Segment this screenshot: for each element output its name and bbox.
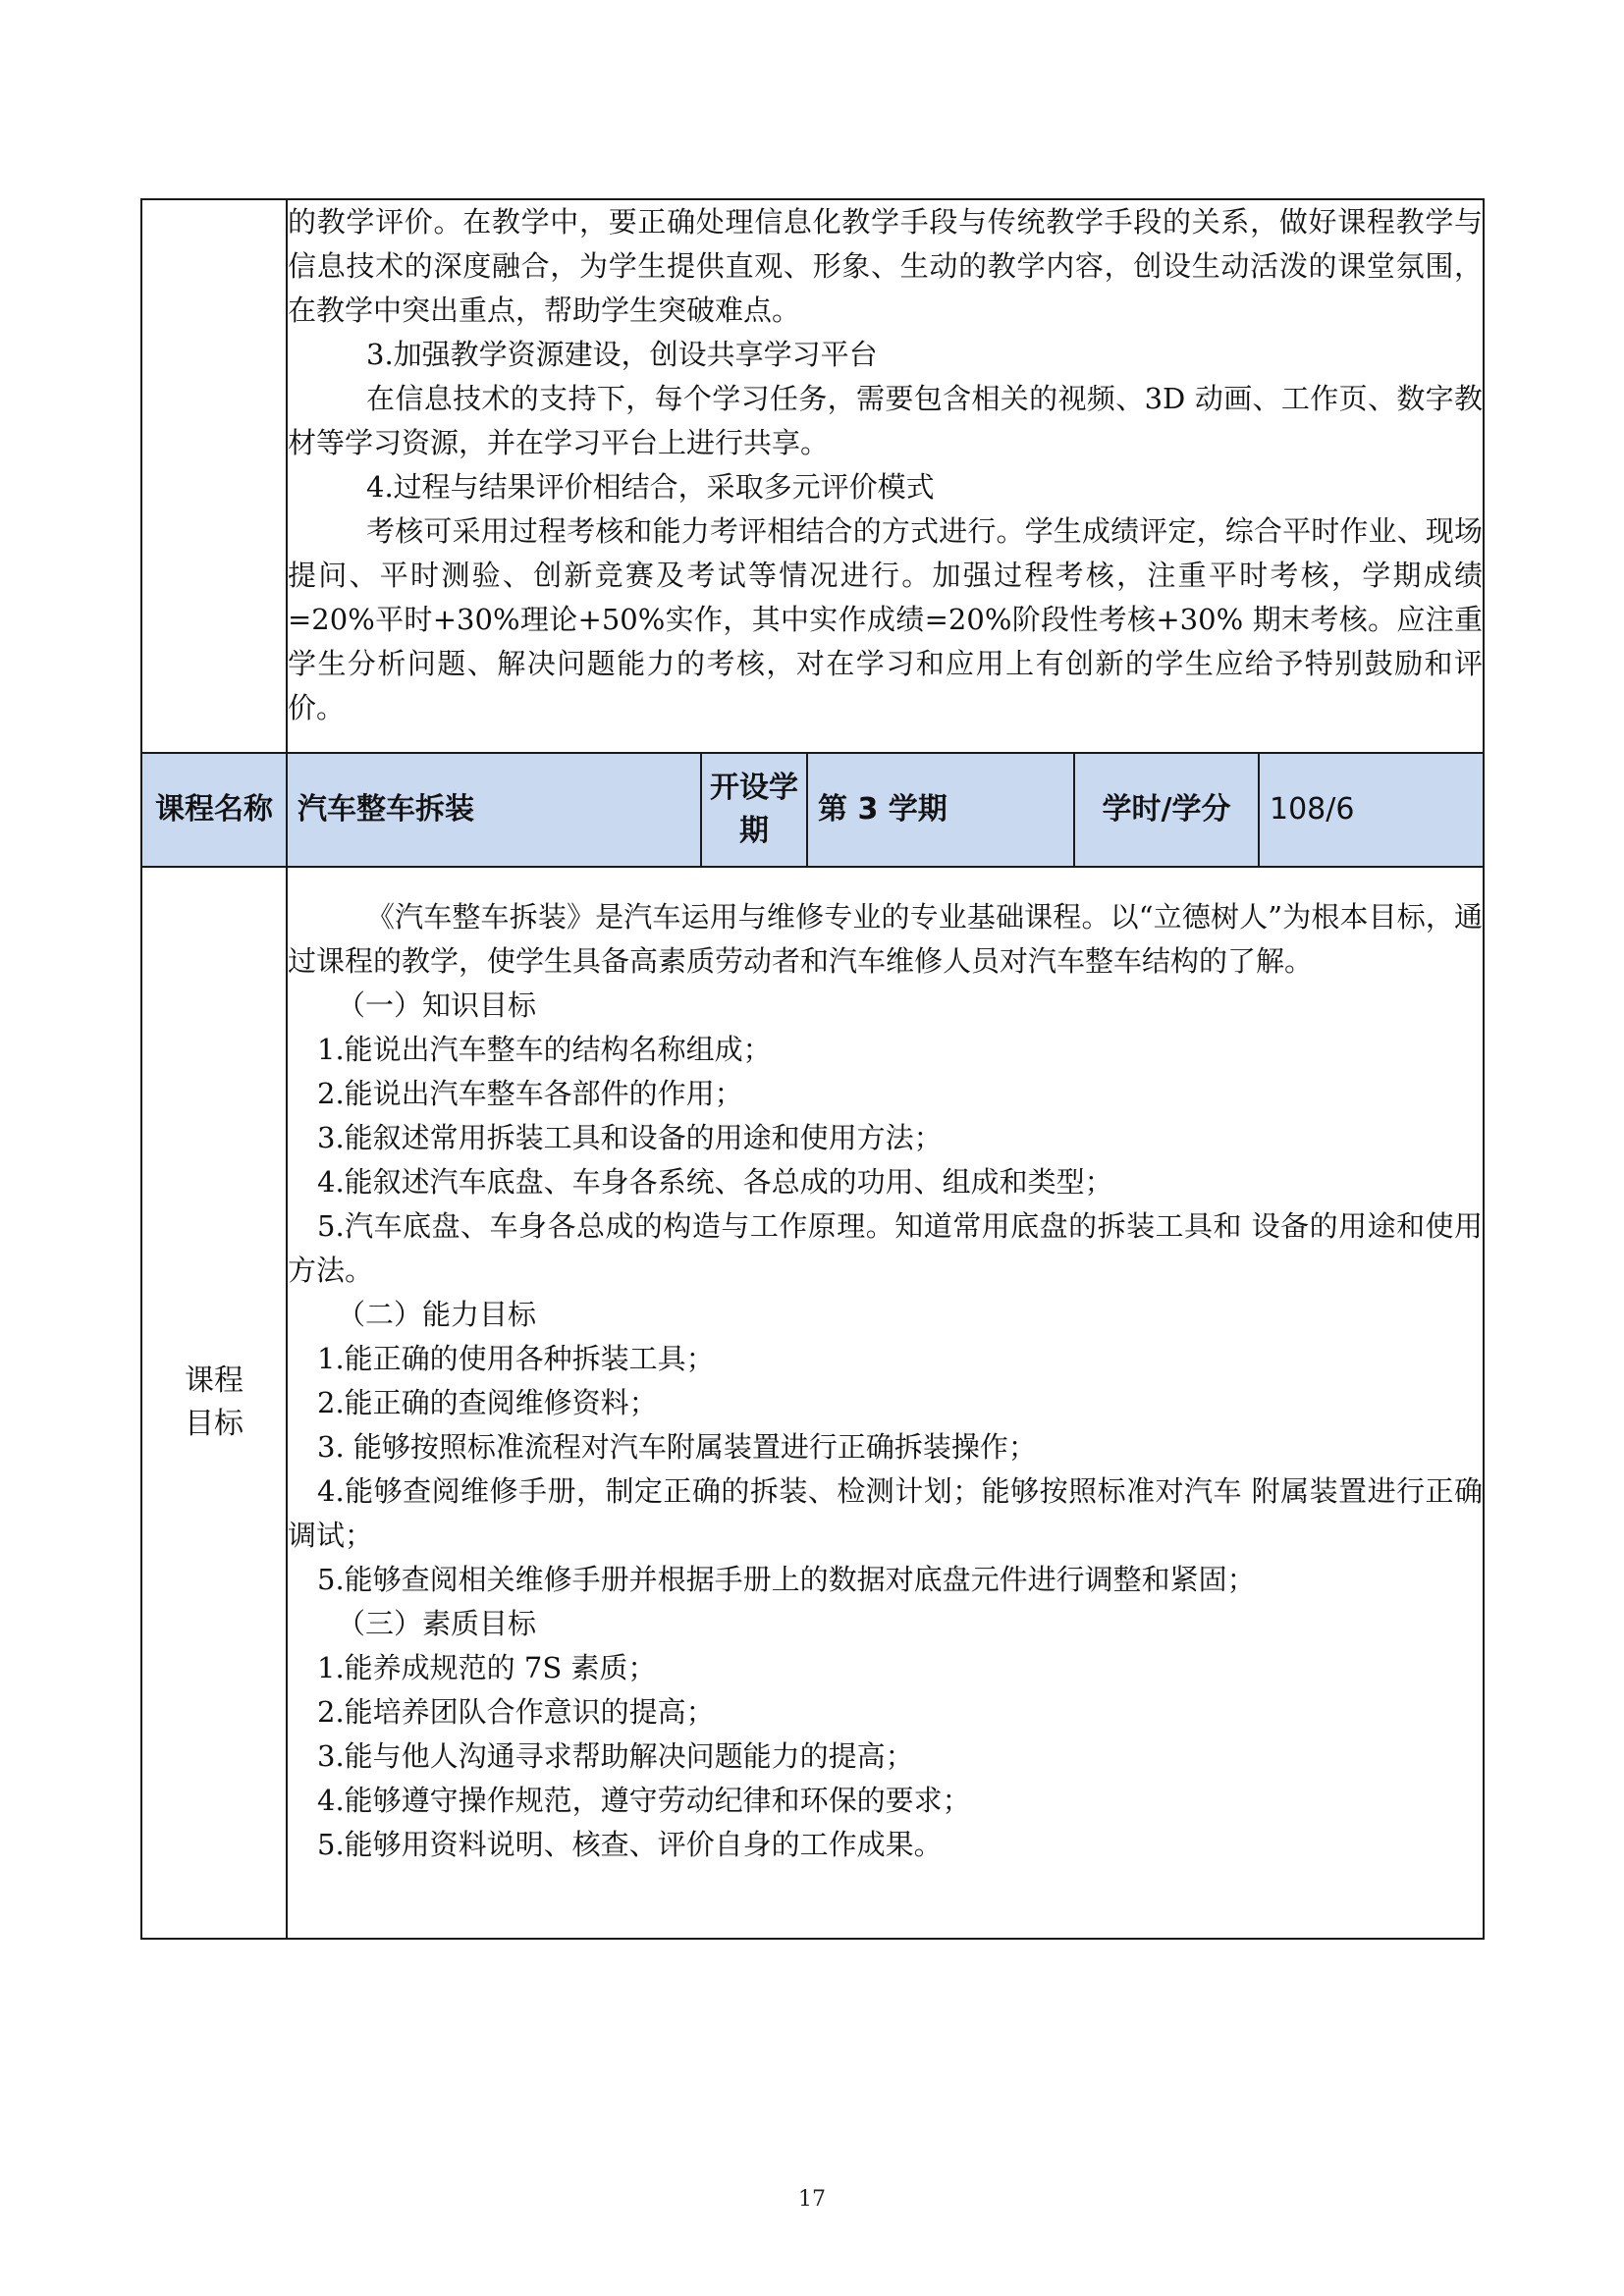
knowledge-item: 4.能叙述汽车底盘、车身各系统、各总成的功用、组成和类型； (317, 1165, 1113, 1199)
course-header-row (141, 753, 1484, 867)
course-table (140, 198, 1485, 1940)
ability-title: （二）能力目标 (337, 1298, 537, 1331)
quality-item: 1.能养成规范的 7S 素质； (317, 1651, 657, 1684)
knowledge-item: 2.能说出汽车整车各部件的作用； (317, 1077, 743, 1110)
knowledge-item: 3.能叙述常用拆装工具和设备的用途和使用方法； (317, 1121, 943, 1154)
ability-item: 3. 能够按照标准流程对汽车附属装置进行正确拆装操作； (317, 1430, 1037, 1464)
continuation-heading: 4.过程与结果评价相结合，采取多元评价模式 (366, 470, 935, 504)
continuation-paragraph: 在信息技术的支持下，每个学习任务，需要包含相关的视频、3D 动画、工作页、数字教材等学习资源，并在学习平台上进行共享。 (288, 382, 1484, 459)
objectives-content (287, 867, 1484, 1939)
semester-value: 第 3 学期 (807, 753, 1074, 867)
continuation-paragraph: 的教学评价。在教学中，要正确处理信息化教学手段与传统教学手段的关系，做好课程教学与信息技术的深度融合，为学生提供直观、形象、生动的教学内容，创设生动活泼的课堂氛围，在教学中突出重点，帮助学生突破难点。 (288, 205, 1484, 327)
ability-item: 4.能够查阅维修手册，制定正确的拆装、检测计划；能够按照标准对汽车 附属装置进行正确调试； (288, 1474, 1484, 1552)
continuation-row (141, 199, 1484, 753)
page-number: 17 (798, 2187, 826, 2212)
knowledge-title: （一）知识目标 (337, 988, 537, 1022)
objectives-row (141, 867, 1484, 1939)
semester-label: 开设学期 (701, 753, 807, 867)
quality-title: （三）素质目标 (337, 1607, 537, 1640)
continuation-content (287, 199, 1484, 753)
quality-item: 5.能够用资料说明、核查、评价自身的工作成果。 (317, 1828, 943, 1861)
objectives-label (141, 867, 287, 1939)
continuation-heading: 3.加强教学资源建设，创设共享学习平台 (366, 338, 878, 371)
continuation-label-cell (141, 199, 287, 753)
objectives-label-text: 课程目标 (185, 1363, 244, 1441)
course-name-value: 汽车整车拆装 (287, 753, 701, 867)
knowledge-item: 5.汽车底盘、车身各总成的构造与工作原理。知道常用底盘的拆装工具和 设备的用途和使用方法。 (288, 1209, 1484, 1287)
hours-label: 学时/学分 (1074, 753, 1259, 867)
objectives-intro: 《汽车整车拆装》是汽车运用与维修专业的专业基础课程。以“立德树人”为根本目标，通过课程的教学，使学生具备高素质劳动者和汽车维修人员对汽车整车结构的了解。 (288, 900, 1484, 978)
ability-item: 5.能够查阅相关维修手册并根据手册上的数据对底盘元件进行调整和紧固； (317, 1563, 1256, 1596)
quality-item: 2.能培养团队合作意识的提高； (317, 1695, 715, 1729)
knowledge-item: 1.能说出汽车整车的结构名称组成； (317, 1033, 772, 1066)
quality-item: 4.能够遵守操作规范，遵守劳动纪律和环保的要求； (317, 1784, 971, 1817)
ability-item: 1.能正确的使用各种拆装工具； (317, 1342, 715, 1375)
course-name-label: 课程名称 (141, 753, 287, 867)
continuation-paragraph: 考核可采用过程考核和能力考评相结合的方式进行。学生成绩评定，综合平时作业、现场提问、平时测验、创新竞赛及考试等情况进行。加强过程考核，注重平时考核，学期成绩=20%平时+30%理论+50%实作，其中实作成绩=20%阶段性考核+30% 期末考核。应注重学生分析问题、解决问题能力的考核，对在学习和应用上有创新的学生应给予特别鼓励和评价。 (288, 514, 1484, 724)
hours-value: 108/6 (1259, 753, 1484, 867)
ability-item: 2.能正确的查阅维修资料； (317, 1386, 658, 1419)
quality-item: 3.能与他人沟通寻求帮助解决问题能力的提高； (317, 1739, 914, 1773)
